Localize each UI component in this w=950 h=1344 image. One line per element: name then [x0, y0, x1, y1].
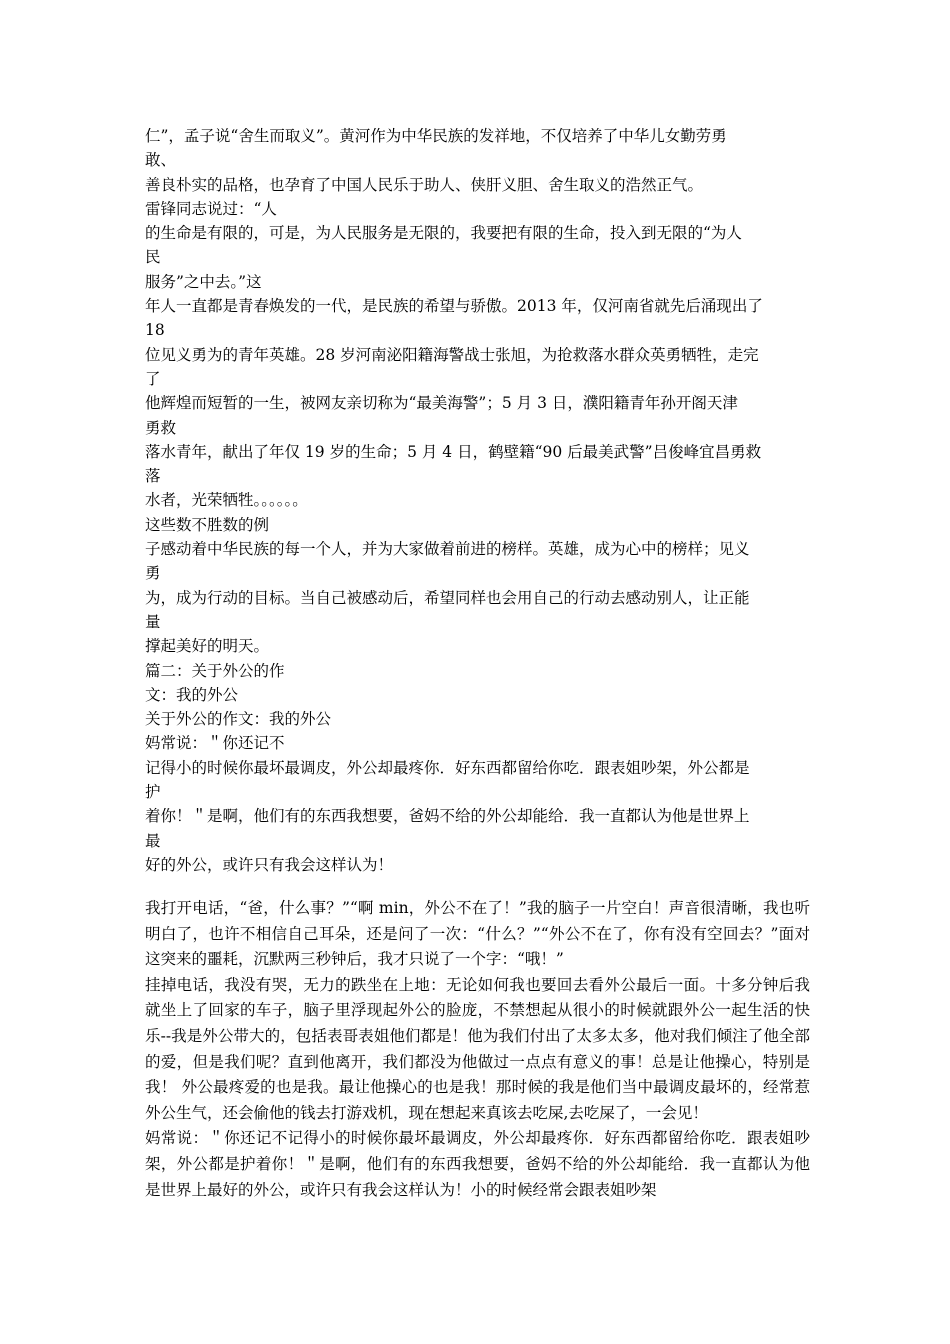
text-line: 善良朴实的品格，也孕育了中国人民乐于助人、侠肝义胆、舍生取义的浩然正气。: [145, 175, 704, 194]
paragraph: 妈常说：＂你还记不记得小的时候你最坏最调皮，外公却最疼你．好东西都留给你吃．跟表姐吵架，外公都是护着你！＂是啊，他们有的东西我想要，爸妈不给的外公却能给．我一直都认为他是世界上最好的外公，或许只有我会这样认为！小的时候经常会跟表姐吵架: [145, 1129, 810, 1199]
text-line: 量: [145, 612, 161, 631]
paragraph: 挂掉电话，我没有哭，无力的跌坐在上地：无论如何我也要回去看外公最后一面。十多分钟后我就坐上了回家的车子，脑子里浮现起外公的脸庞，不禁想起从很小的时候就跟外公一起生活的快乐--我是外公带大的，包括表哥表姐他们都是！他为我们付出了太多太多，他对我们倾注了他全部的爱，但是我们呢？直到他离开，我们都没为他做过一点点有意义的事！总是让他操心，特别是我！ 外公最疼爱的也是我。最让他操心的也是我！那时候的我是他们当中最调皮最坏的，经常惹外公生气，还会偷他的钱去打游戏机，现在想起来真该去吃屎,去吃屎了，一会见！: [145, 975, 810, 1122]
text-line: 妈常说：＂你还记不: [145, 734, 285, 753]
text-line: 护: [145, 783, 161, 802]
text-line: 位见义勇为的青年英雄。28 岁河南泌阳籍海警战士张旭，为抢救落水群众英勇牺牲，走完: [145, 345, 759, 364]
text-line: 的生命是有限的，可是，为人民服务是无限的，我要把有限的生命，投入到无限的“为人: [145, 224, 742, 243]
text-line: 水者，光荣牺牲。。。。。。: [145, 491, 308, 510]
text-lines: [145, 124, 810, 877]
paragraph: 我打开电话，“爸，什么事？”“啊 min，外公不在了！”我的脑子一片空白！声音很清晰，我也听明白了，也许不相信自己耳朵，还是问了一次：“什么？”“外公不在了，你有没有空回去？”面对这突来的噩耗，沉默两三秒钟后，我才只说了一个字：“哦！”: [145, 899, 810, 969]
text-line: 记得小的时候你最坏最调皮，外公却最疼你．好东西都留给你吃．跟表姐吵架，外公都是: [145, 758, 750, 777]
text-line: 文：我的外公: [145, 685, 239, 704]
text-line: 勇救: [145, 418, 177, 437]
text-line: 民: [145, 248, 161, 267]
text-line: 好的外公，或许只有我会这样认为！: [145, 855, 394, 874]
text-line: 子感动着中华民族的每一个人，并为大家做着前进的榜样。英雄，成为心中的榜样；见义: [145, 540, 750, 559]
text-line: 落水青年，献出了年仅 19 岁的生命；5 月 4 日，鹤壁籍“90 后最美武警”吕俊峰宜昌勇救: [145, 442, 762, 461]
section-heading: 篇二：关于外公的作: [145, 661, 285, 680]
body-paragraphs: [145, 896, 810, 1203]
text-line: 服务”之中去。”这: [145, 272, 262, 291]
text-line: 仁”，孟子说“舍生而取义”。黄河作为中华民族的发祥地，不仅培养了中华儿女勤劳勇: [145, 127, 727, 145]
text-line: 着你！＂是啊，他们有的东西我想要，爸妈不给的外公却能给．我一直都认为他是世界上: [145, 807, 750, 826]
text-line: 了: [145, 369, 161, 388]
text-line: 落: [145, 467, 161, 486]
text-line: 关于外公的作文：我的外公: [145, 710, 332, 729]
text-line: 这些数不胜数的例: [145, 515, 270, 534]
text-line: 雷锋同志说过：“人: [145, 199, 277, 218]
text-line: 年人一直都是青春焕发的一代，是民族的希望与骄傲。2013 年，仅河南省就先后涌现出了: [145, 297, 763, 316]
text-line: 18: [145, 321, 165, 340]
text-line: 最: [145, 831, 161, 850]
text-line: 撑起美好的明天。: [145, 637, 270, 656]
text-line: 敢、: [145, 151, 177, 170]
text-line: 他辉煌而短暂的一生，被网友亲切称为“最美海警”；5 月 3 日，濮阳籍青年孙开阁天津: [145, 394, 738, 413]
text-line: 为，成为行动的目标。当自己被感动后，希望同样也会用自己的行动去感动别人，让正能: [145, 588, 750, 607]
text-line: 勇: [145, 564, 161, 583]
